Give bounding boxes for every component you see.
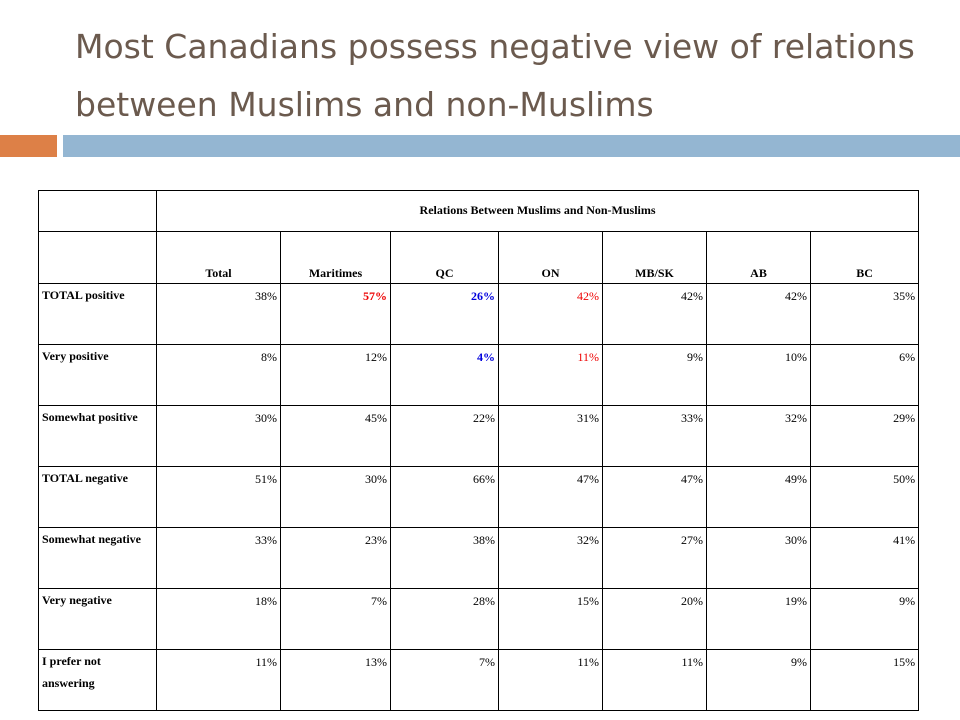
- value-cell: 4%: [391, 345, 499, 406]
- table-row: [39, 528, 919, 589]
- column-header: ON: [499, 232, 603, 284]
- table-caption-row: [39, 191, 919, 232]
- value-cell: 42%: [603, 284, 707, 345]
- value-cell: 8%: [157, 345, 281, 406]
- value-cell: 9%: [603, 345, 707, 406]
- value-cell: 20%: [603, 589, 707, 650]
- value-cell: 57%: [281, 284, 391, 345]
- value-cell: 32%: [499, 528, 603, 589]
- column-header-row: [39, 232, 919, 284]
- row-label: Somewhat positive: [39, 406, 157, 467]
- row-label: Very negative: [39, 589, 157, 650]
- value-cell: 15%: [811, 650, 919, 711]
- value-cell: 19%: [707, 589, 811, 650]
- value-cell: 49%: [707, 467, 811, 528]
- value-cell: 50%: [811, 467, 919, 528]
- column-header: AB: [707, 232, 811, 284]
- value-cell: 66%: [391, 467, 499, 528]
- value-cell: 15%: [499, 589, 603, 650]
- slide-title: Most Canadians possess negative view of relations between Muslims and non-Muslims: [75, 27, 915, 124]
- value-cell: 30%: [281, 467, 391, 528]
- table-row: [39, 284, 919, 345]
- table-body: [39, 191, 919, 711]
- value-cell: 9%: [811, 589, 919, 650]
- row-label: I prefer not answering: [39, 650, 157, 711]
- value-cell: 11%: [499, 345, 603, 406]
- value-cell: 7%: [391, 650, 499, 711]
- value-cell: 45%: [281, 406, 391, 467]
- column-header: Maritimes: [281, 232, 391, 284]
- value-cell: 28%: [391, 589, 499, 650]
- value-cell: 42%: [707, 284, 811, 345]
- row-label: Very positive: [39, 345, 157, 406]
- value-cell: 27%: [603, 528, 707, 589]
- value-cell: 38%: [391, 528, 499, 589]
- value-cell: 30%: [157, 406, 281, 467]
- corner-cell: [39, 191, 157, 232]
- value-cell: 6%: [811, 345, 919, 406]
- accent-bar-orange: [0, 135, 57, 157]
- table-row: [39, 650, 919, 711]
- column-header: BC: [811, 232, 919, 284]
- results-table: [38, 190, 919, 711]
- value-cell: 47%: [603, 467, 707, 528]
- column-header: QC: [391, 232, 499, 284]
- value-cell: 31%: [499, 406, 603, 467]
- value-cell: 33%: [157, 528, 281, 589]
- table-row: [39, 467, 919, 528]
- value-cell: 35%: [811, 284, 919, 345]
- row-label: Somewhat negative: [39, 528, 157, 589]
- table-row: [39, 406, 919, 467]
- value-cell: 22%: [391, 406, 499, 467]
- column-header: MB/SK: [603, 232, 707, 284]
- value-cell: 7%: [281, 589, 391, 650]
- table-row: [39, 345, 919, 406]
- column-header: Total: [157, 232, 281, 284]
- value-cell: 42%: [499, 284, 603, 345]
- value-cell: 33%: [603, 406, 707, 467]
- value-cell: 30%: [707, 528, 811, 589]
- value-cell: 12%: [281, 345, 391, 406]
- value-cell: 11%: [603, 650, 707, 711]
- value-cell: 9%: [707, 650, 811, 711]
- value-cell: 29%: [811, 406, 919, 467]
- table-caption: Relations Between Muslims and Non-Muslims: [157, 191, 919, 232]
- value-cell: 47%: [499, 467, 603, 528]
- corner-cell: [39, 232, 157, 284]
- value-cell: 32%: [707, 406, 811, 467]
- value-cell: 13%: [281, 650, 391, 711]
- value-cell: 23%: [281, 528, 391, 589]
- value-cell: 26%: [391, 284, 499, 345]
- value-cell: 18%: [157, 589, 281, 650]
- row-label: TOTAL negative: [39, 467, 157, 528]
- value-cell: 41%: [811, 528, 919, 589]
- value-cell: 11%: [157, 650, 281, 711]
- value-cell: 38%: [157, 284, 281, 345]
- value-cell: 11%: [499, 650, 603, 711]
- accent-bar-blue: [63, 135, 960, 157]
- value-cell: 10%: [707, 345, 811, 406]
- row-label: TOTAL positive: [39, 284, 157, 345]
- table-row: [39, 589, 919, 650]
- value-cell: 51%: [157, 467, 281, 528]
